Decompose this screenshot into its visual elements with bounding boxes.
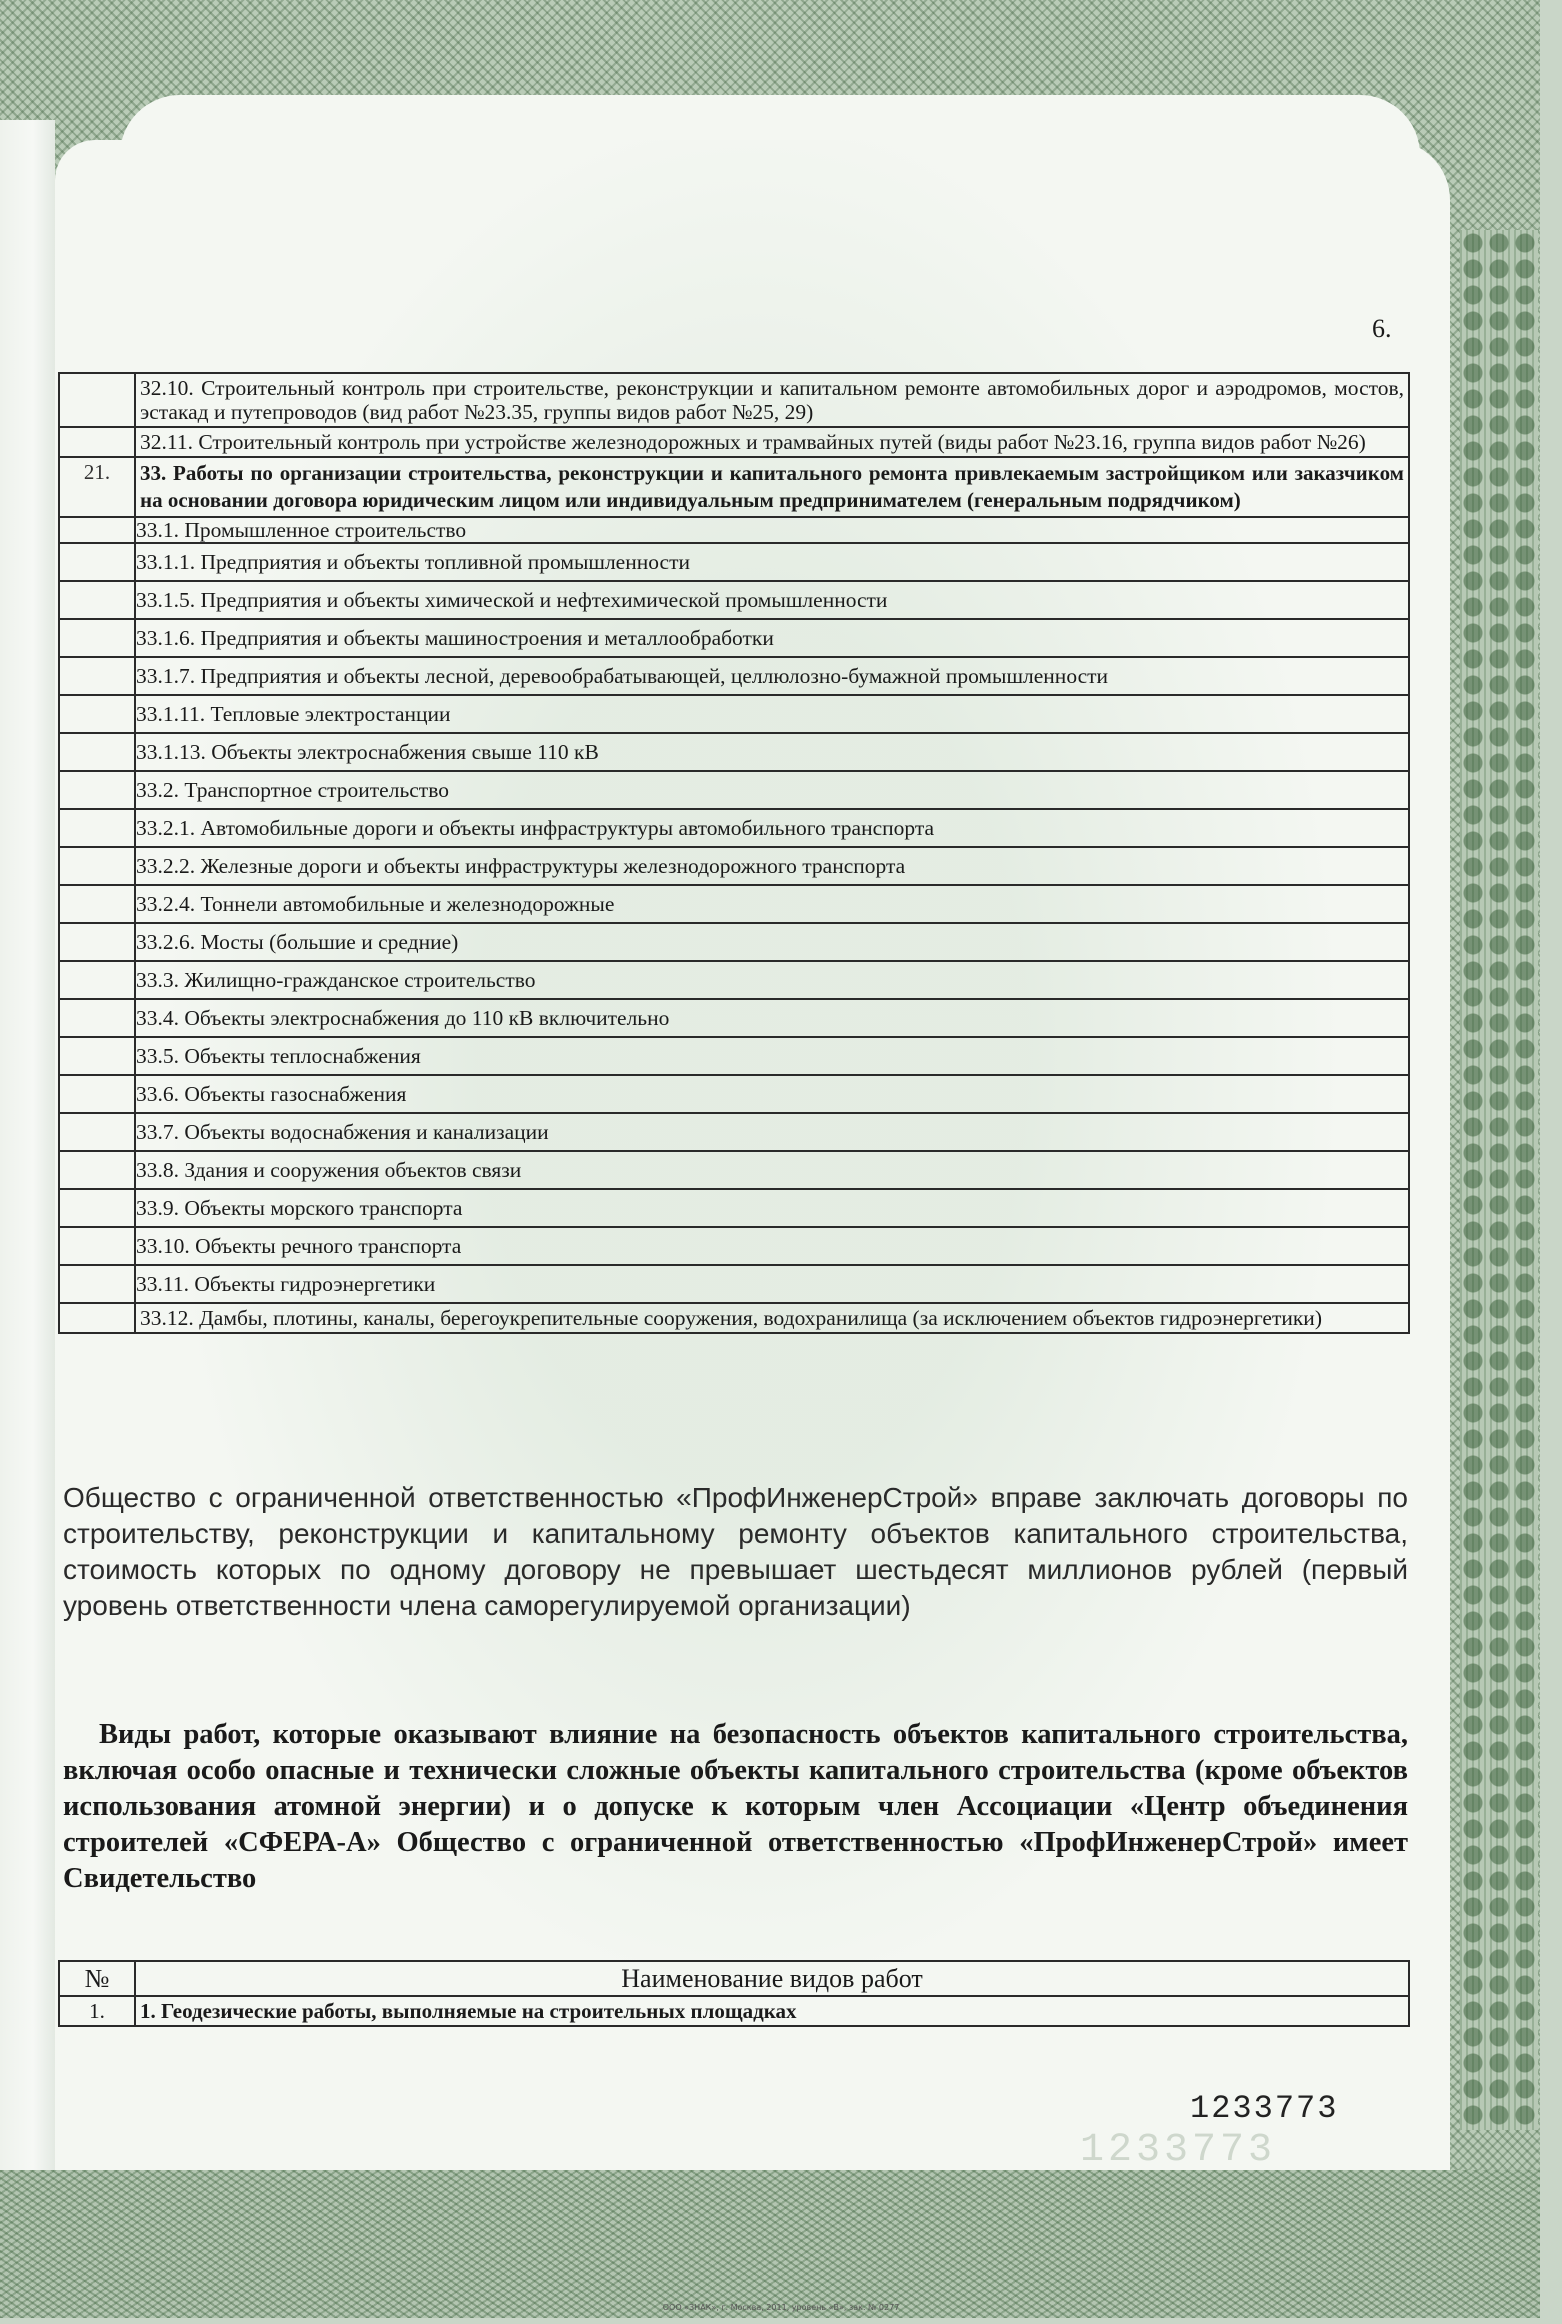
number-cell: [59, 1037, 135, 1075]
number-cell: [59, 1227, 135, 1265]
number-cell: [59, 733, 135, 771]
table-row: [59, 427, 1409, 457]
list-item: 33.11. Объекты гидроэнергетики: [135, 1265, 1409, 1303]
list-item: 33.6. Объекты газоснабжения: [135, 1075, 1409, 1113]
table-row: [59, 373, 1409, 427]
table-row: [59, 1037, 1409, 1075]
list-item: 33.9. Объекты морского транспорта: [135, 1189, 1409, 1227]
list-item: 33.2.4. Тоннели автомобильные и железнодорожные: [135, 885, 1409, 923]
number-cell: [59, 543, 135, 581]
list-item: 33.2.2. Железные дороги и объекты инфраструктуры железнодорожного транспорта: [135, 847, 1409, 885]
number-cell: [59, 373, 135, 427]
table-row: [59, 581, 1409, 619]
number-cell: [59, 1151, 135, 1189]
number-cell: [59, 1265, 135, 1303]
number-cell: [59, 923, 135, 961]
list-item: 32.10. Строительный контроль при строительстве, реконструкции и капитальном ремонте автомобильных дорог и аэродромов, мостов, эстакад и путепроводов (вид работ №23.35, группы видов работ №25, 29): [135, 373, 1409, 427]
list-item: 33.12. Дамбы, плотины, каналы, берегоукрепительные сооружения, водохранилища (за исключением объектов гидроэнергетики): [135, 1303, 1409, 1333]
number-cell: [59, 427, 135, 457]
number-cell: [59, 517, 135, 543]
certificate-work-table: [58, 1960, 1410, 2027]
table-row: [59, 1075, 1409, 1113]
list-item: 33.3. Жилищно-гражданское строительство: [135, 961, 1409, 999]
list-item: 33.2. Транспортное строительство: [135, 771, 1409, 809]
table-row: [59, 961, 1409, 999]
number-cell: [59, 885, 135, 923]
list-item: 33.1.5. Предприятия и объекты химической и нефтехимической промышленности: [135, 581, 1409, 619]
serial-number: 1233773: [1190, 2090, 1339, 2127]
table-row: [59, 1996, 1409, 2026]
permission-paragraph: Общество с ограниченной ответственностью «ПрофИнженерСтрой» вправе заключать договоры по строительству, реконструкции и капитальному ремонту объектов капитального строительства, стоимость которых по одному договору не превышает шестьдесят миллионов рублей (первый уровень ответственности члена саморегулируемой организации): [63, 1482, 1408, 1621]
number-cell: [59, 999, 135, 1037]
list-item: 33.1.11. Тепловые электростанции: [135, 695, 1409, 733]
table-row: [59, 1113, 1409, 1151]
column-header-number: №: [59, 1961, 135, 1996]
list-item: 33.1.1. Предприятия и объекты топливной промышленности: [135, 543, 1409, 581]
number-cell: [59, 1113, 135, 1151]
row-number: 1.: [59, 1996, 135, 2026]
list-item: 33.10. Объекты речного транспорта: [135, 1227, 1409, 1265]
list-item: 33.5. Объекты теплоснабжения: [135, 1037, 1409, 1075]
table-row: [59, 543, 1409, 581]
section-heading: 33. Работы по организации строительства, реконструкции и капитального ремонта привлекаемым застройщиком или заказчиком на основании договора юридическим лицом или индивидуальным предпринимателем (генеральным подрядчиком): [135, 457, 1409, 517]
number-cell: [59, 1189, 135, 1227]
table-row: [59, 923, 1409, 961]
table-row: [59, 771, 1409, 809]
ornamental-border-right: [1460, 230, 1538, 2130]
table-row: [59, 517, 1409, 543]
list-item: 33.2.6. Мосты (большие и средние): [135, 923, 1409, 961]
table-row: [59, 885, 1409, 923]
list-item: 33.1.13. Объекты электроснабжения свыше 110 кВ: [135, 733, 1409, 771]
number-cell: [59, 695, 135, 733]
page-number: 6.: [1372, 314, 1392, 343]
table-row: [59, 695, 1409, 733]
table-row: [59, 1265, 1409, 1303]
guilloche-bottom-band: [0, 2170, 1540, 2318]
table-row: [59, 999, 1409, 1037]
column-header-name: Наименование видов работ: [135, 1961, 1409, 1996]
list-item: 33.1. Промышленное строительство: [135, 517, 1409, 543]
list-item: 33.4. Объекты электроснабжения до 110 кВ включительно: [135, 999, 1409, 1037]
table-row: [59, 847, 1409, 885]
table-row: [59, 619, 1409, 657]
number-cell: [59, 809, 135, 847]
row-name: 1. Геодезические работы, выполняемые на строительных площадках: [135, 1996, 1409, 2026]
section-title: Виды работ, которые оказывают влияние на безопасность объектов капитального строительства, включая особо опасные и технически сложные объекты капитального строительства (кроме объектов использования атомной энергии) и о допуске к которым член Ассоциации «Центр объединения строителей «СФЕРА-А» Общество с ограниченной ответственностью «ПрофИнженерСтрой» имеет Свидетельство: [63, 1719, 1408, 1894]
number-cell: [59, 1075, 135, 1113]
printer-imprint: ООО «ЗНАК», г. Москва, 2011, уровень «В», зак. № 0277: [662, 2303, 900, 2312]
binding-strip: [0, 120, 55, 2190]
list-item: 33.1.7. Предприятия и объекты лесной, деревообрабатывающей, целлюлозно-бумажной промышленности: [135, 657, 1409, 695]
table-row: [59, 1303, 1409, 1333]
table-row: [59, 809, 1409, 847]
table-row: [59, 1151, 1409, 1189]
table-row: [59, 1189, 1409, 1227]
number-cell: [59, 619, 135, 657]
number-cell: [59, 657, 135, 695]
number-cell: [59, 1303, 135, 1333]
table-row: [59, 657, 1409, 695]
table-row: [59, 733, 1409, 771]
list-item: 32.11. Строительный контроль при устройстве железнодорожных и трамвайных путей (виды работ №23.16, группа видов работ №26): [135, 427, 1409, 457]
serial-watermark: 1233773: [1080, 2128, 1277, 2173]
number-cell: [59, 581, 135, 619]
list-item: 33.1.6. Предприятия и объекты машиностроения и металлообработки: [135, 619, 1409, 657]
number-cell: [59, 847, 135, 885]
work-types-table: [58, 372, 1410, 1334]
number-cell: [59, 961, 135, 999]
number-cell: [59, 771, 135, 809]
table-row: [59, 457, 1409, 517]
table-row: [59, 1227, 1409, 1265]
row-number: 21.: [59, 457, 135, 517]
table-header-row: [59, 1961, 1409, 1996]
list-item: 33.7. Объекты водоснабжения и канализации: [135, 1113, 1409, 1151]
list-item: 33.2.1. Автомобильные дороги и объекты инфраструктуры автомобильного транспорта: [135, 809, 1409, 847]
list-item: 33.8. Здания и сооружения объектов связи: [135, 1151, 1409, 1189]
